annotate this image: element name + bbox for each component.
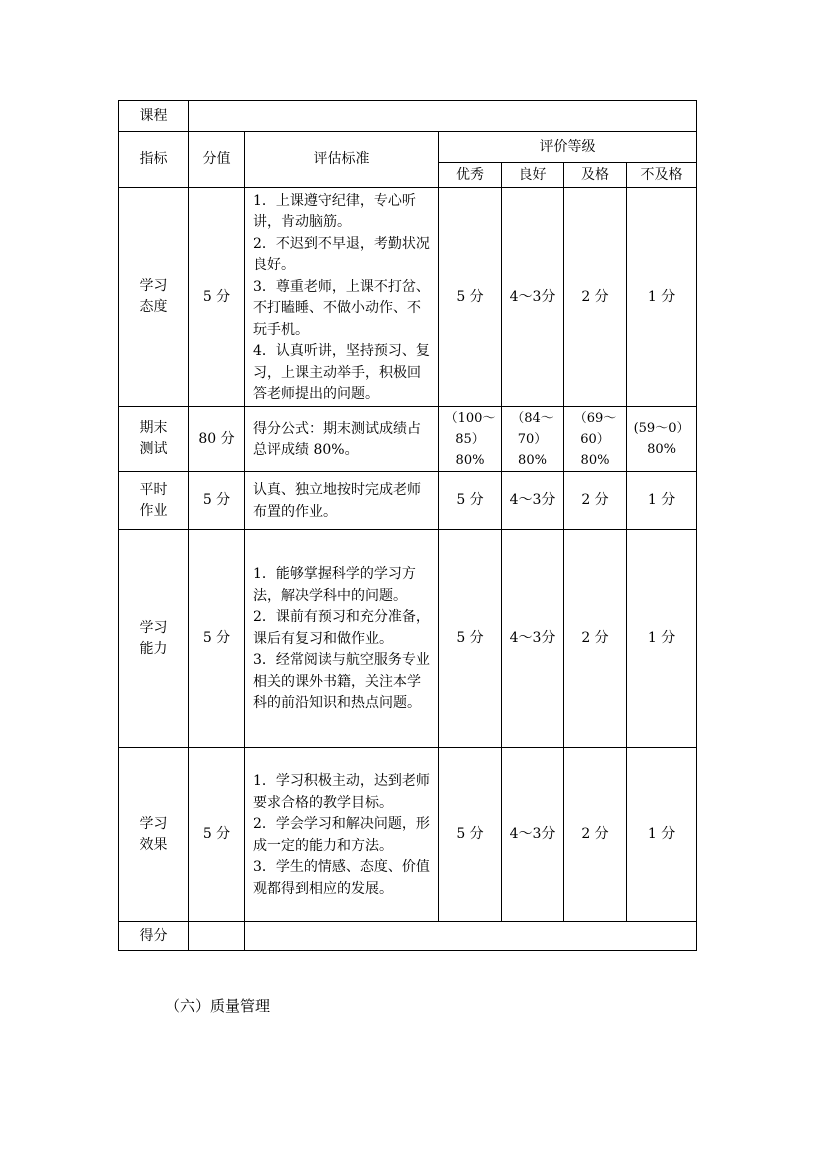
criteria-item: 3．经常阅读与航空服务专业相关的课外书籍，关注本学科的前沿知识和热点问题。 [253,652,430,712]
table-row [119,407,697,472]
level-excellent-cell: 5 分 [439,472,502,530]
criteria-item: 4．认真听讲，坚持预习、复习，上课主动举手，积极回答老师提出的问题。 [253,343,430,402]
criteria-item: 1．学习积极主动，达到老师要求合格的教学目标。 [253,773,430,811]
indicator-line: 学习 [139,278,168,294]
criteria-item: 认真、独立地按时完成老师布置的作业。 [253,482,421,520]
indicator-line: 期末 [139,420,168,436]
header-indicator: 指标 [119,132,189,188]
criteria-item: 2．学会学习和解决问题，形成一定的能力和方法。 [253,816,430,854]
level-good-cell: 4～3分 [502,188,564,407]
score-cell: 5 分 [189,188,245,407]
criteria-cell [245,472,439,530]
course-value [189,101,697,132]
header-row [119,132,697,163]
level-pass-cell: 2 分 [564,472,627,530]
level-good-cell: 4～3分 [502,748,564,922]
criteria-cell [245,748,439,922]
score-cell: 5 分 [189,472,245,530]
total-row [119,922,697,951]
level-fail-cell: 1 分 [627,530,697,748]
course-row [119,101,697,132]
indicator-cell [119,748,189,922]
table-row [119,188,697,407]
level-excellent-cell: 5 分 [439,530,502,748]
indicator-line: 能力 [139,640,168,657]
criteria-item: 1．上课遵守纪律，专心听讲，肯动脑筋。 [253,192,416,230]
level-excellent-cell: （100～85）80% [439,407,502,472]
criteria-item: 得分公式：期末测试成绩占总评成绩 80%。 [253,420,421,458]
level-fail-cell: 1 分 [627,472,697,530]
criteria-cell [245,188,439,407]
level-excellent-cell: 5 分 [439,748,502,922]
total-label: 得分 [119,922,189,951]
level-good-cell: 4～3分 [502,472,564,530]
score-cell: 80 分 [189,407,245,472]
criteria-cell [245,530,439,748]
table-row [119,530,697,748]
level-fail-cell: 1 分 [627,188,697,407]
table-row [119,472,697,530]
header-level-pass: 及格 [564,163,627,188]
course-label: 课程 [119,101,189,132]
indicator-line: 学习 [139,815,168,832]
level-fail-cell: (59～0）80% [627,407,697,472]
indicator-line: 平时 [139,481,168,498]
criteria-item: 2．课前有预习和充分准备，课后有复习和做作业。 [253,609,430,647]
header-grade: 评价等级 [439,132,697,163]
header-level-excellent: 优秀 [439,163,502,188]
table-row [119,748,697,922]
total-remarks-cell [245,922,697,951]
indicator-cell [119,188,189,407]
level-excellent-cell: 5 分 [439,188,502,407]
level-fail-cell: 1 分 [627,748,697,922]
total-score-cell [189,922,245,951]
level-pass-cell: 2 分 [564,188,627,407]
header-level-fail: 不及格 [627,163,697,188]
criteria-cell [245,407,439,472]
score-cell: 5 分 [189,530,245,748]
level-good-cell: （84～70）80% [502,407,564,472]
indicator-cell [119,407,189,472]
indicator-cell [119,530,189,748]
evaluation-table [118,100,697,951]
header-level-good: 良好 [502,163,564,188]
indicator-line: 态度 [139,299,168,315]
criteria-item: 1．能够掌握科学的学习方法，解决学科中的问题。 [253,566,416,604]
level-good-cell: 4～3分 [502,530,564,748]
header-score: 分值 [189,132,245,188]
indicator-line: 作业 [139,502,168,519]
level-pass-cell: 2 分 [564,748,627,922]
criteria-item: 2．不迟到不早退，考勤状况良好。 [253,235,430,273]
indicator-line: 测试 [139,441,168,457]
indicator-line: 效果 [139,836,168,853]
header-criteria: 评估标准 [245,132,439,188]
criteria-item: 3．学生的情感、态度、价值观都得到相应的发展。 [253,859,430,897]
score-cell: 5 分 [189,748,245,922]
level-pass-cell: （69～60）80% [564,407,627,472]
level-pass-cell: 2 分 [564,530,627,748]
indicator-cell [119,472,189,530]
section-heading: （六）质量管理 [165,997,271,1015]
indicator-line: 学习 [139,619,168,636]
criteria-item: 3．尊重老师，上课不打岔、不打瞌睡、不做小动作、不玩手机。 [253,278,430,338]
